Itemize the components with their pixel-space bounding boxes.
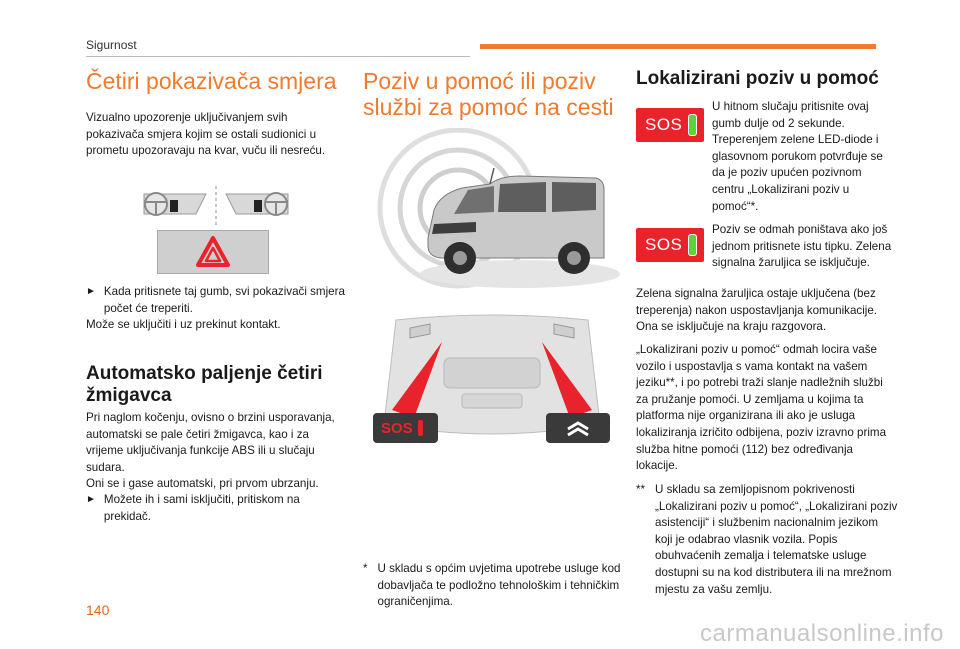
localized-footnote: ** U skladu sa zemljopisnom pokrivenosti „Lokalizirani poziv u pomoć“, „Lokalizirani poziv asistenciji“ i službenim nacionalnim jezikom koji je odabrao vlasnik vozila. Popis obuhvaćenih zemalja i telematske usluge dostupni su na kod distributera ili na mrežnom mjestu za vašu zemlju.	[636, 483, 898, 596]
header-rule	[86, 56, 470, 57]
van-illustration	[370, 128, 620, 298]
page-number: 140	[86, 602, 110, 618]
mirror-indicators-illustration	[136, 184, 296, 228]
sos-button-illustration: SOS	[373, 413, 438, 443]
bullet-icon: ►	[86, 286, 96, 297]
green-led-icon	[688, 234, 697, 256]
auto-hazard-text: Pri naglom kočenju, ovisno o brzini usporavanja, automatski se pale četiri žmigavca, kao i za vrijeme uključivanja funkcije ABS ili u slučaju sudara.	[86, 411, 335, 474]
hazard-after-bullet: Može se uključiti i uz prekinut kontakt.	[86, 318, 281, 331]
header-accent-bar	[480, 44, 876, 49]
hazard-intro: Vizualno upozorenje uključivanjem svih pokazivača smjera kojim se ostali sudionici u prometu upozoravaju na kvar, vuču ili nesreću.	[86, 111, 326, 158]
hazard-bullet: ► Kada pritisnete taj gumb, svi pokazivači smjera počet će treperiti.	[86, 284, 348, 317]
hazard-lights-title: Četiri pokazivača smjera	[86, 68, 337, 94]
hazard-triangle-icon	[158, 231, 268, 273]
localized-call-title: Lokalizirani poziv u pomoć	[636, 68, 879, 89]
localized-text2: Poziv se odmah poništava ako još jednom pritisnete istu tipku. Zelena signalna žaruljica se isključuje.	[712, 223, 892, 270]
localized-text3: Zelena signalna žaruljica ostaje uključena (bez treperenja) nakon uspostavljanja komunikacije. Ona se isključuje na kraju razgovora.	[636, 287, 878, 334]
localized-text4: „Lokalizirani poziv u pomoć“ odmah locira vaše vozilo i uspostavlja s vama kontakt na vašem jeziku**, i po potrebi traži slanje nadležnih službi za pružanje pomoći. U zemljama u kojima ta platforma nije organizirana ili ako je usluga lokaliziranja izričito odbijena, poziv izravno prima služba hitne pomoći (112) bez određivanja lokacije.	[636, 343, 887, 473]
auto-hazard-text2: Oni se i gase automatski, pri prvom ubrzanju.	[86, 477, 319, 490]
auto-hazard-bullet: ► Možete ih i sami isključiti, pritiskom na prekidač.	[86, 492, 348, 525]
sos-led-icon	[418, 420, 423, 436]
emergency-footnote: * U skladu s općim uvjetima upotrebe usluge kod dobavljača te podložno tehnološkim i tehničkim ograničenjima.	[363, 562, 621, 609]
emergency-call-title: Poziv u pomoć ili poziv službi za pomoć na cesti	[363, 68, 614, 120]
hazard-button-panel	[157, 230, 269, 274]
green-led-icon	[688, 114, 697, 136]
localized-text1: U hitnom slučaju pritisnite ovaj gumb dulje od 2 sekunde. Treperenjem zelene LED-diode i glasovnom porukom potvrđuje se da je poziv upućen pozivnom centru „Lokalizirani poziv u pomoć“*.	[712, 100, 883, 213]
sos-button-icon: SOS	[636, 108, 704, 142]
sos-button-icon: SOS	[636, 228, 704, 262]
chevron-logo-icon	[546, 413, 610, 443]
watermark: carmanualsonline.info	[700, 620, 944, 647]
bullet-icon: ►	[86, 494, 96, 505]
section-header: Sigurnost	[86, 38, 137, 52]
assistance-button-illustration	[546, 413, 610, 443]
auto-hazard-title: Automatsko paljenje četiri žmigavca	[86, 363, 323, 406]
